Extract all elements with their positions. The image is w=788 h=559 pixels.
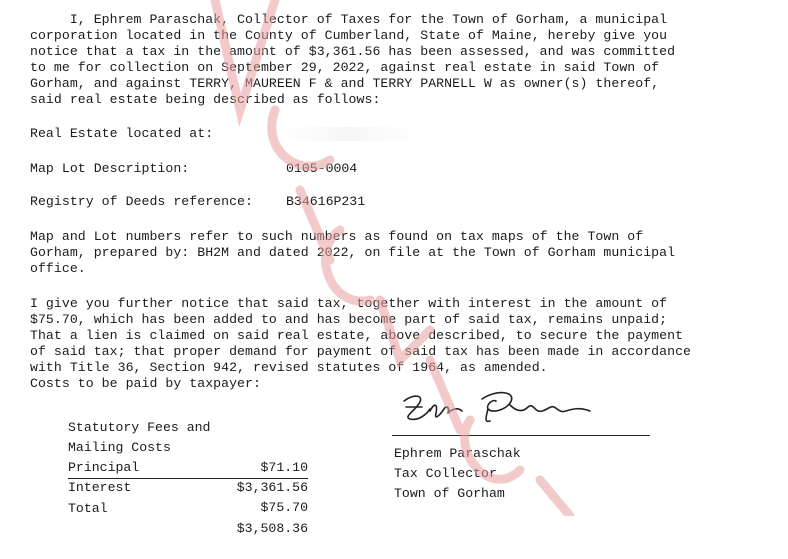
further-line-1: I give you further notice that said tax, together with interest in the amount of: [30, 296, 668, 311]
handwritten-signature: [400, 385, 610, 433]
registry-value: B34616P231: [286, 194, 366, 209]
collector-title: Tax Collector: [394, 466, 497, 481]
collector-org: Town of Gorham: [394, 486, 505, 501]
principal-label: Principal: [68, 460, 140, 475]
costs-table: [68, 398, 308, 536]
total-label: Total: [68, 501, 108, 516]
further-line-2: $75.70, which has been added to and has become part of said tax, remains unpaid;: [30, 312, 668, 327]
principal-amount: $3,361.56: [236, 480, 308, 495]
map-lot-value: 0105-0004: [286, 161, 358, 176]
map-lot-label: Map Lot Description:: [30, 161, 190, 176]
signature-block: [394, 444, 521, 504]
further-line-5: with Title 36, Section 942, revised statutes of 1964, as amended.: [30, 360, 548, 375]
interest-label: Interest: [68, 480, 132, 495]
real-estate-label: Real Estate located at:: [30, 126, 214, 141]
costs-row-statutory: [68, 398, 308, 435]
map-line-2: Gorham, prepared by: BH2M and dated 2022, on file at the Town of Gorham municipal: [30, 245, 676, 260]
intro-line-5: Gorham, and against TERRY, MAUREEN F & and TERRY PARNELL W as owner(s) thereof,: [30, 76, 660, 91]
further-line-3: That a lien is claimed on said real estate, above described, to secure the payment: [30, 328, 684, 343]
map-line-3: office.: [30, 261, 86, 276]
costs-heading: Costs to be paid by taxpayer:: [30, 376, 261, 391]
intro-line-4: to me for collection on September 29, 2022, against real estate in said Town of: [30, 60, 660, 75]
statutory-label-2: Mailing Costs: [68, 440, 171, 455]
intro-line-1: I, Ephrem Paraschak, Collector of Taxes for the Town of Gorham, a municipal: [30, 12, 668, 27]
statutory-label-1: Statutory Fees and: [68, 420, 211, 435]
total-amount: $3,508.36: [236, 521, 308, 536]
map-line-1: Map and Lot numbers refer to such numbers as found on tax maps of the Town of: [30, 229, 644, 244]
interest-amount: $75.70: [260, 500, 308, 515]
collector-name: Ephrem Paraschak: [394, 446, 521, 461]
registry-label: Registry of Deeds reference:: [30, 194, 253, 209]
further-line-4: of said tax; that proper demand for payment of said tax has been made in accordance: [30, 344, 691, 359]
intro-line-3: notice that a tax in the amount of $3,361.56 has been assessed, and was committed: [30, 44, 676, 59]
signature-line: [392, 435, 650, 436]
intro-line-6: said real estate being described as follows:: [30, 92, 381, 107]
intro-line-2: corporation located in the County of Cumberland, State of Maine, hereby give you: [30, 28, 668, 43]
redacted-address: [278, 127, 418, 141]
statutory-amount: $71.10: [260, 460, 308, 475]
